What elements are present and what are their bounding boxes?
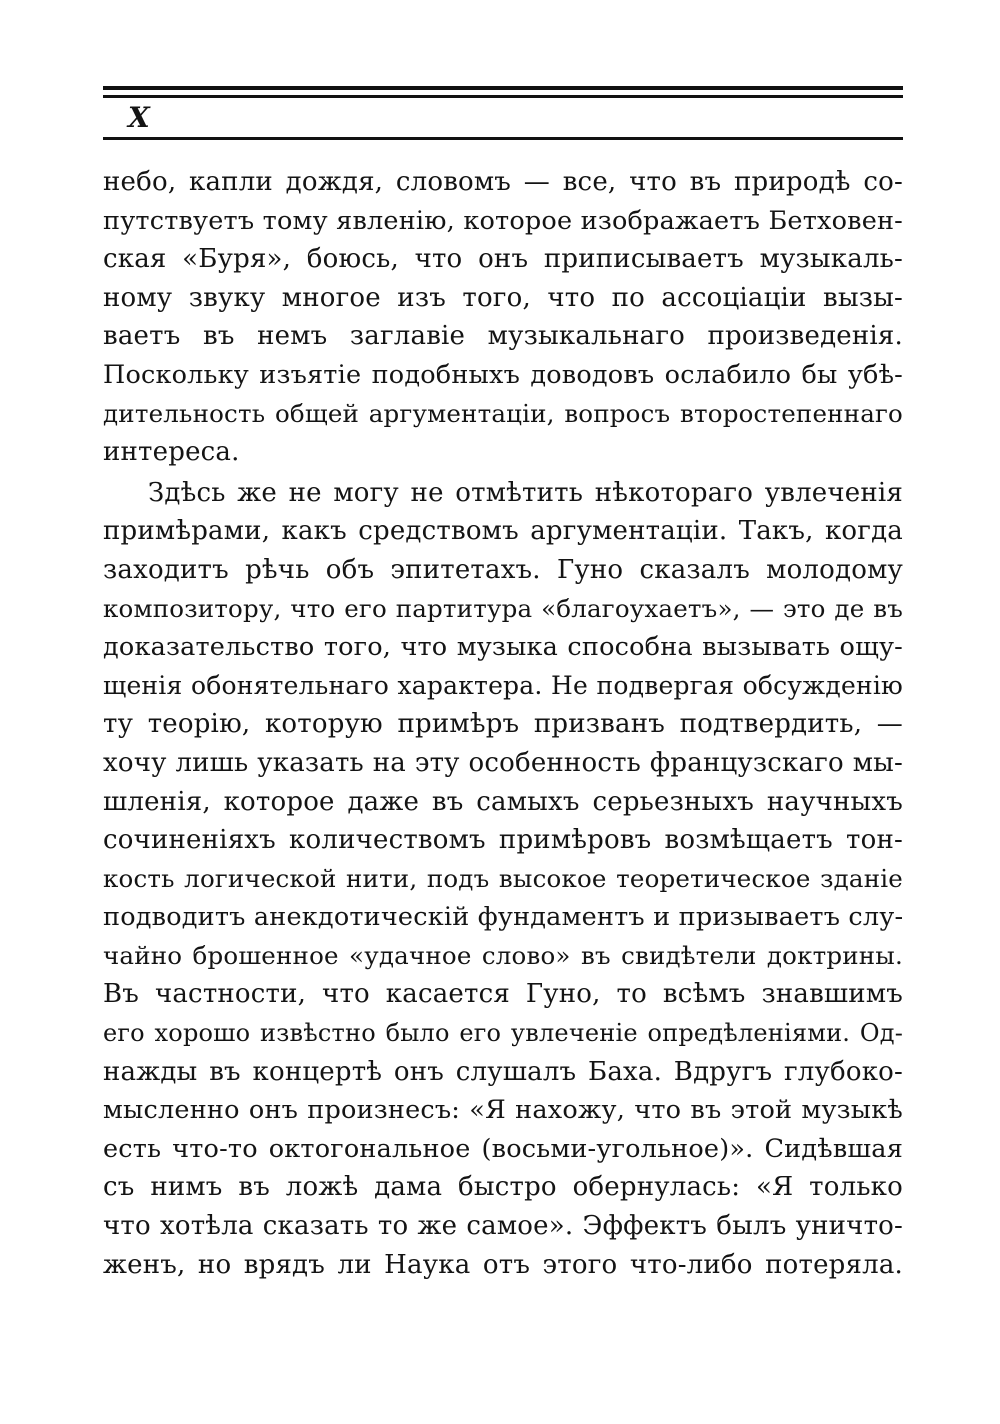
header-rule-top xyxy=(103,86,903,90)
text-line: женъ, но врядъ ли Наука отъ этого что-либо потеряла. xyxy=(103,1249,903,1280)
text-line: подводитъ анекдотическій фундаментъ и призываетъ слу- xyxy=(103,902,904,933)
paragraph-2 xyxy=(103,474,903,1284)
text-line: его хорошо извѣстно было его увлеченіе опредѣленіями. Од- xyxy=(103,1019,903,1048)
text-line: Поскольку изъятіе подобныхъ доводовъ ослабило бы убѣ- xyxy=(103,359,903,390)
page-number: X xyxy=(128,101,150,134)
text-line: Въ частности, что касается Гуно, то всѣмъ знавшимъ xyxy=(103,979,903,1010)
header-rule-second xyxy=(103,95,903,98)
text-line: чайно брошенное «удачное слово» въ свидѣтели доктрины. xyxy=(103,940,903,970)
text-line: заходитъ рѣчь объ эпитетахъ. Гуно сказалъ молодому xyxy=(103,554,903,585)
text-line: ному звуку многое изъ того, что по ассоціаціи вызы- xyxy=(103,282,903,313)
text-line: композитору, что его партитура «благоухаетъ», — это де въ xyxy=(103,593,903,623)
text-line: небо, капли дождя, словомъ — все, что въ природѣ со- xyxy=(103,167,903,197)
text-line: съ нимъ въ ложѣ дама быстро обернулась: «Я только xyxy=(103,1172,903,1203)
text-line: мысленно онъ произнесъ: «Я нахожу, что въ этой музыкѣ xyxy=(103,1095,903,1126)
body-text xyxy=(103,163,903,1284)
text-line: доказательство того, что музыка способна вызывать ощу- xyxy=(103,632,903,663)
text-line: есть что-то октогональное (восьми-угольное)». Сидѣвшая xyxy=(103,1133,903,1164)
text-line: сочиненіяхъ количествомъ примѣровъ возмѣщаетъ тон- xyxy=(103,825,903,856)
text-line: что хотѣла сказать то же самое». Эффектъ былъ уничто- xyxy=(103,1211,903,1242)
text-line: интереса. xyxy=(103,437,240,468)
text-line: ская «Буря», боюсь, что онъ приписываетъ музыкаль- xyxy=(103,244,903,275)
header-rule-bottom xyxy=(103,137,903,140)
text-line: Здѣсь же не могу не отмѣтить нѣкотораго увлеченія xyxy=(148,477,903,508)
text-line: хочу лишь указать на эту особенность французскаго мы- xyxy=(103,747,903,778)
text-line: примѣрами, какъ средствомъ аргументаціи. Такъ, когда xyxy=(103,516,903,547)
text-line: ту теорію, которую примѣръ призванъ подтвердить, — xyxy=(103,709,903,740)
text-line: щенія обонятельнаго характера. Не подвергая обсужденію xyxy=(103,670,903,700)
text-line: путствуетъ тому явленію, которое изображаетъ Бетховен- xyxy=(103,205,903,236)
text-line: нажды въ концертѣ онъ слушалъ Баха. Вдругъ глубоко- xyxy=(103,1056,903,1087)
text-line: ваетъ въ немъ заглавіе музыкальнаго произведенія. xyxy=(103,321,903,352)
text-line: кость логической нити, подъ высокое теоретическое зданіе xyxy=(103,863,903,893)
text-line: дительность общей аргументаціи, вопросъ второстепеннаго xyxy=(103,398,903,428)
paragraph-1 xyxy=(103,163,903,472)
text-line: шленія, которое даже въ самыхъ серьезныхъ научныхъ xyxy=(103,786,903,817)
